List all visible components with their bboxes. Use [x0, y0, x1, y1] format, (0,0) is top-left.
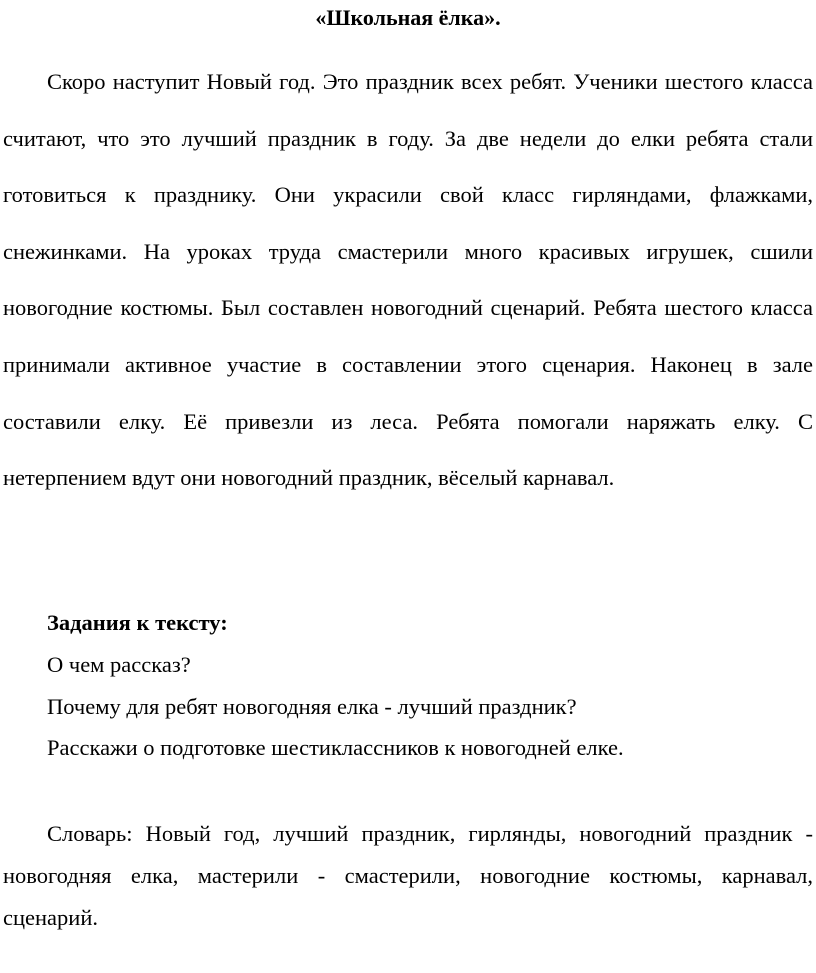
tasks-heading: Задания к тексту: [47, 610, 228, 635]
story-paragraph: Скоро наступит Новый год. Это праздник всех ребят. Ученики шестого класса считают, что это лучший праздник в году. За две недели до елки ребята стали готовиться к празднику. Они украсили свой класс гирляндами, флажками, снежинками. На уроках труда смастерили много красивых игрушек, сшили новогодние костюмы. Был составлен новогодний сценарий. Ребята шестого класса принимали активное участие в составлении этого сценария. Наконец в зале составили елку. Её привезли из леса. Ребята помогали наряжать елку. С нетерпением вдут они новогодний праздник, вёселый карнавал. [3, 69, 813, 491]
task-item: Расскажи о подготовке шестиклассников к новогодней елке. [47, 735, 624, 760]
vocabulary-paragraph: Словарь: Новый год, лучший праздник, гирлянды, новогодний праздник - новогодняя елка, мастерили - смастерили, новогодние костюмы, карнавал, сценарий. [3, 821, 813, 931]
document-title: «Школьная ёлка». [315, 5, 501, 30]
task-item: Почему для ребят новогодняя елка - лучший праздник? [47, 693, 577, 719]
task-item: О чем рассказ? [47, 652, 191, 677]
tasks-section [47, 602, 807, 769]
